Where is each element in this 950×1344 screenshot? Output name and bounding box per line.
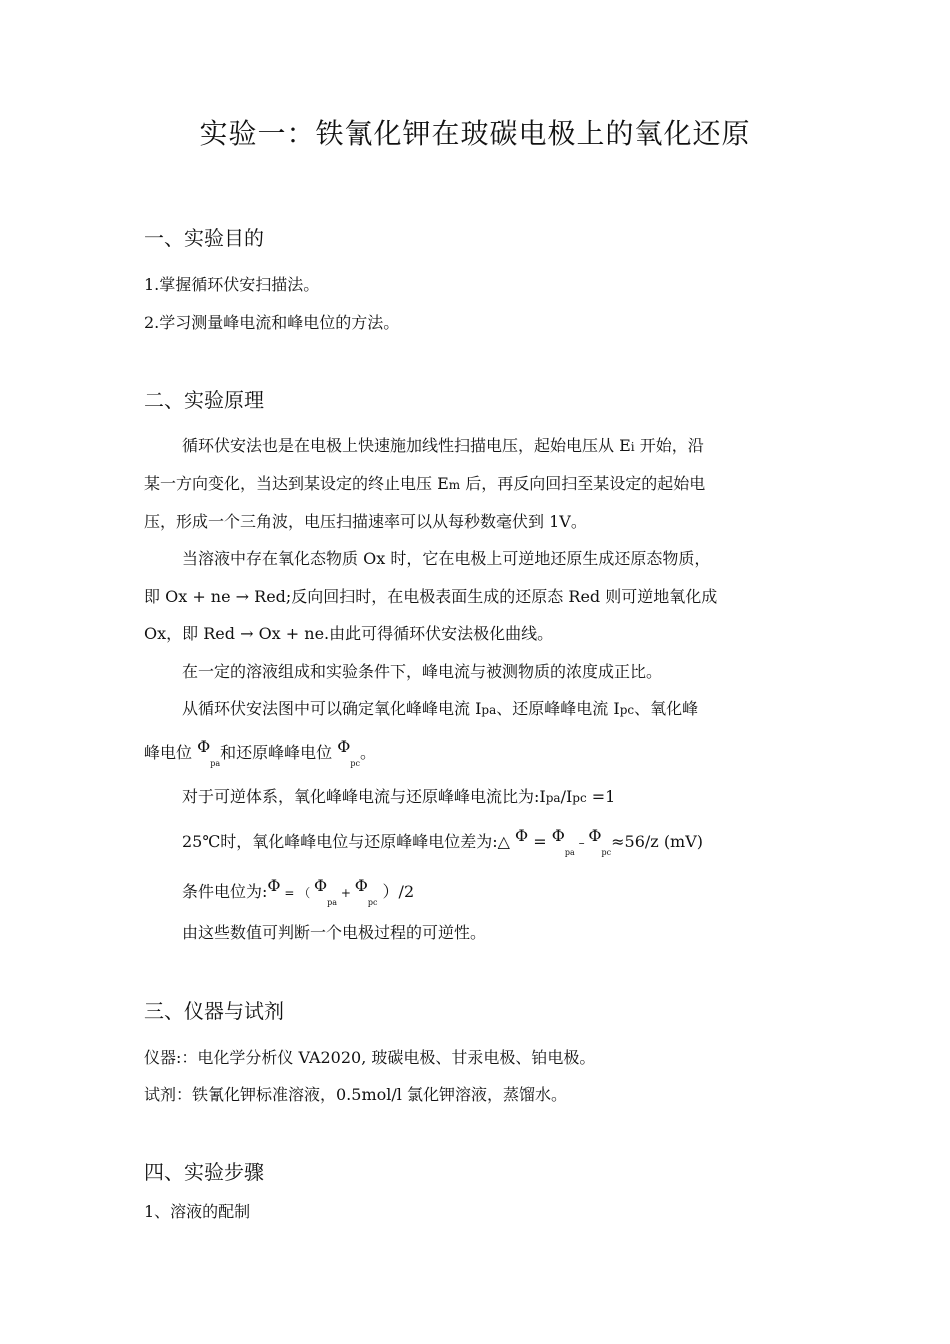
principle-para2-line2: 即 Ox + ne → Red;反向回扫时，在电极表面生成的还原态 Red 则可逆地氧化成 [144,587,718,606]
principle-para4-line2: 峰电位 $\Phi_{pa}$和还原峰峰电位 $\Phi_{pc}$。 [144,737,376,768]
principle-para8: 由这些数值可判断一个电极过程的可逆性。 [182,923,487,942]
instruments-line: 仪器:：电化学分析仪 VA2020, 玻碳电极、甘汞电极、铂电极。 [144,1048,596,1067]
purpose-item-1: 1.掌握循环伏安扫描法。 [144,275,320,294]
section-heading-instruments: 三、仪器与试剂 [144,999,284,1023]
principle-para5: 对于可逆体系，氧化峰峰电流与还原峰峰电流比为:Ipa/Ipc =1 [182,787,616,806]
phi-symbol: Φ [515,826,529,845]
principle-para1-line3: 压，形成一个三角波，电压扫描速率可以从每秒数毫伏到 1V。 [144,512,587,531]
phi-symbol: Φ [337,737,351,756]
purpose-item-2: 2.学习测量峰电流和峰电位的方法。 [144,313,400,332]
principle-para1-line1: 循环伏安法也是在电极上快速施加线性扫描电压，起始电压从 Ei 开始，沿 [182,436,704,455]
principle-para7: 条件电位为:Φ = （ $\Phi_{pa} + \Phi_{pc}$ ）/2 [182,876,415,907]
steps-item-1: 1、溶液的配制 [144,1202,251,1221]
phi-symbol: Φ [551,826,565,845]
principle-para2-line3: Ox，即 Red → Ox + ne.由此可得循环伏安法极化曲线。 [144,624,554,643]
principle-para3: 在一定的溶液组成和实验条件下，峰电流与被测物质的浓度成正比。 [182,662,663,681]
principle-para6: 25℃时，氧化峰峰电位与还原峰峰电位差为:△ $\Phi = \Phi_{pa} - \Phi_{pc}\approx 56/z$ (mV) [182,826,704,857]
principle-para1-line2: 某一方向变化，当达到某设定的终止电压 Em 后，再反向回扫至某设定的起始电 [144,474,706,493]
section-heading-purpose: 一、实验目的 [144,226,264,250]
reagents-line: 试剂：铁氰化钾标准溶液，0.5mol/l 氯化钾溶液，蒸馏水。 [144,1085,567,1104]
phi-symbol: Φ [314,876,328,895]
section-heading-steps: 四、实验步骤 [144,1160,264,1184]
phi-symbol: Φ [197,737,211,756]
section-heading-principle: 二、实验原理 [144,388,264,412]
principle-para4-line1: 从循环伏安法图中可以确定氧化峰峰电流 Ipa、还原峰峰电流 Ipc、氧化峰 [182,699,699,718]
phi-symbol: Φ [588,826,602,845]
principle-para2-line1: 当溶液中存在氧化态物质 Ox 时，它在电极上可逆地还原生成还原态物质， [182,549,711,568]
phi-symbol: Φ [354,876,368,895]
phi-symbol: Φ [267,876,281,895]
document-title: 实验一：铁氰化钾在玻碳电极上的氧化还原 [199,117,751,150]
